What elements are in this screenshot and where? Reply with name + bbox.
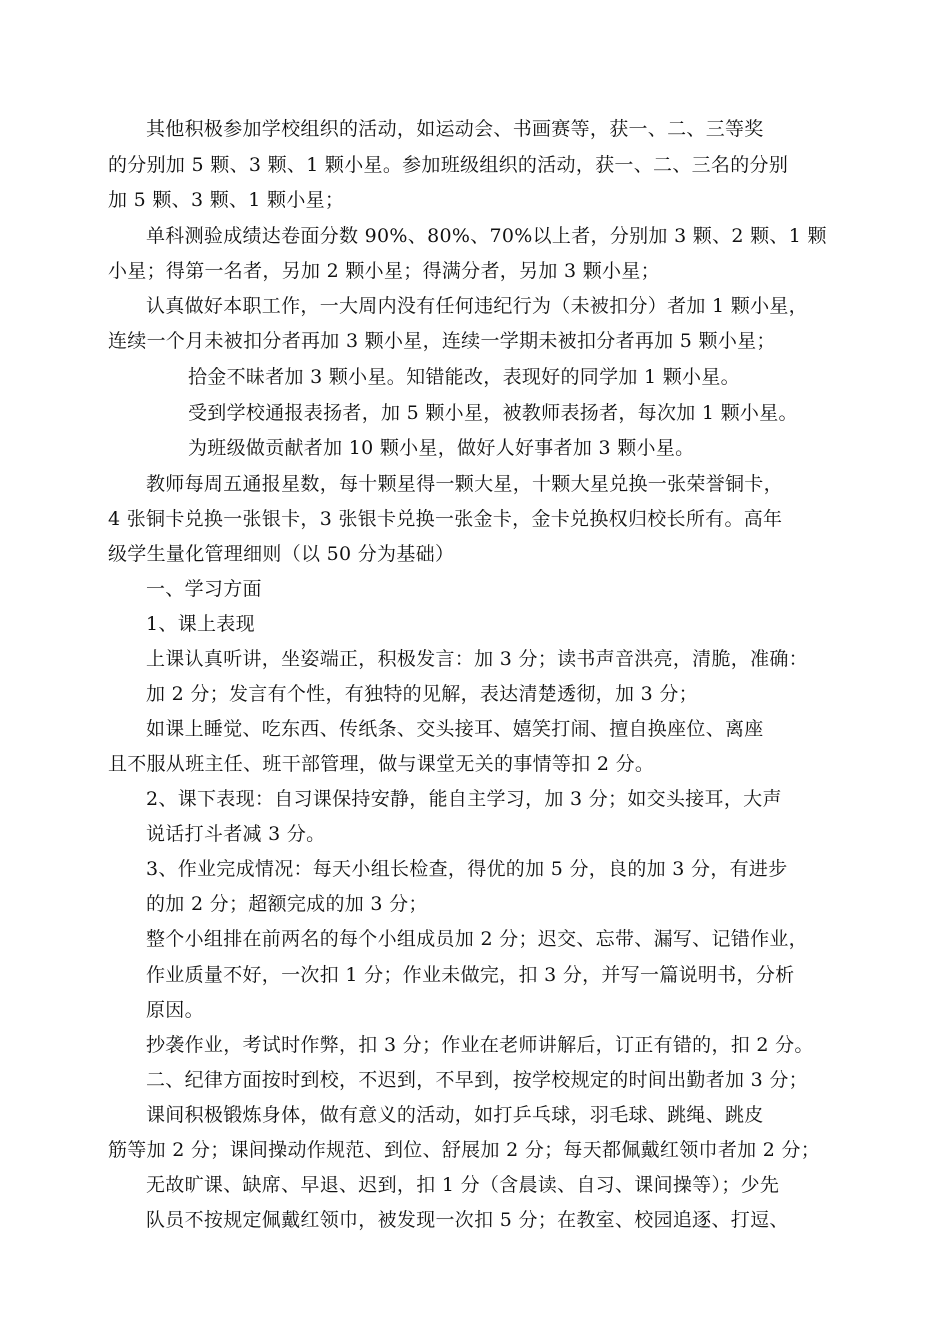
text-line: 为班级做贡献者加 10 颗小星，做好人好事者加 3 颗小星。 xyxy=(188,437,695,459)
text-line: 2、课下表现：自习课保持安静，能自主学习，加 3 分；如交头接耳，大声 xyxy=(146,788,782,810)
text-line: 二、纪律方面按时到校，不迟到，不早到，按学校规定的时间出勤者加 3 分； xyxy=(146,1069,808,1091)
text-line: 且不服从班主任、班干部管理，做与课堂无关的事情等扣 2 分。 xyxy=(108,753,655,775)
text-line: 单科测验成绩达卷面分数 90%、80%、70%以上者，分别加 3 颗、2 颗、1 颗 xyxy=(146,225,827,247)
text-line: 加 5 颗、3 颗、1 颗小星； xyxy=(108,189,345,211)
text-line: 原因。 xyxy=(146,999,204,1021)
subsection-heading: 1、课上表现 xyxy=(146,613,255,635)
text-line: 抄袭作业，考试时作弊，扣 3 分；作业在老师讲解后，订正有错的，扣 2 分。 xyxy=(146,1034,814,1056)
text-line: 上课认真听讲，坐姿端正，积极发言：加 3 分；读书声音洪亮，清脆，准确： xyxy=(146,648,808,670)
text-line: 整个小组排在前两名的每个小组成员加 2 分；迟交、忘带、漏写、记错作业， xyxy=(146,928,808,950)
text-line: 的加 2 分；超额完成的加 3 分； xyxy=(146,893,428,915)
text-line: 拾金不昧者加 3 颗小星。知错能改，表现好的同学加 1 颗小星。 xyxy=(188,366,740,388)
text-line: 的分别加 5 颗、3 颗、1 颗小星。参加班级组织的活动，获一、二、三名的分别 xyxy=(108,154,789,176)
text-line: 认真做好本职工作，一大周内没有任何违纪行为（未被扣分）者加 1 颗小星， xyxy=(146,295,808,317)
text-line: 作业质量不好，一次扣 1 分；作业未做完，扣 3 分，并写一篇说明书，分析 xyxy=(146,964,795,986)
section-heading: 一、学习方面 xyxy=(146,578,262,600)
text-line: 教师每周五通报星数，每十颗星得一颗大星，十颗大星兑换一张荣誉铜卡， xyxy=(146,473,783,495)
text-line: 无故旷课、缺席、早退、迟到，扣 1 分（含晨读、自习、课间操等）；少先 xyxy=(146,1174,780,1196)
text-line: 筋等加 2 分；课间操动作规范、到位、舒展加 2 分；每天都佩戴红领巾者加 2 分； xyxy=(108,1139,821,1161)
text-line: 如课上睡觉、吃东西、传纸条、交头接耳、嬉笑打闹、擅自换座位、离座 xyxy=(146,718,764,740)
text-line: 级学生量化管理细则（以 50 分为基础） xyxy=(108,543,455,565)
text-line: 课间积极锻炼身体，做有意义的活动，如打乒乓球，羽毛球、跳绳、跳皮 xyxy=(146,1104,764,1126)
text-line: 4 张铜卡兑换一张银卡，3 张银卡兑换一张金卡，金卡兑换权归校长所有。高年 xyxy=(108,508,783,530)
text-line: 加 2 分；发言有个性，有独特的见解，表达清楚透彻，加 3 分； xyxy=(146,683,698,705)
text-line: 其他积极参加学校组织的活动，如运动会、书画赛等，获一、二、三等奖 xyxy=(146,118,764,140)
text-line: 受到学校通报表扬者，加 5 颗小星，被教师表扬者，每次加 1 颗小星。 xyxy=(188,402,798,424)
text-line: 小星；得第一名者，另加 2 颗小星；得满分者，另加 3 颗小星； xyxy=(108,260,660,282)
text-line: 3、作业完成情况：每天小组长检查，得优的加 5 分，良的加 3 分，有进步 xyxy=(146,858,788,880)
text-line: 说话打斗者减 3 分。 xyxy=(146,823,326,845)
text-line: 队员不按规定佩戴红领巾，被发现一次扣 5 分；在教室、校园追逐、打逗、 xyxy=(146,1209,789,1231)
text-line: 连续一个月未被扣分者再加 3 颗小星，连续一学期未被扣分者再加 5 颗小星； xyxy=(108,330,776,352)
